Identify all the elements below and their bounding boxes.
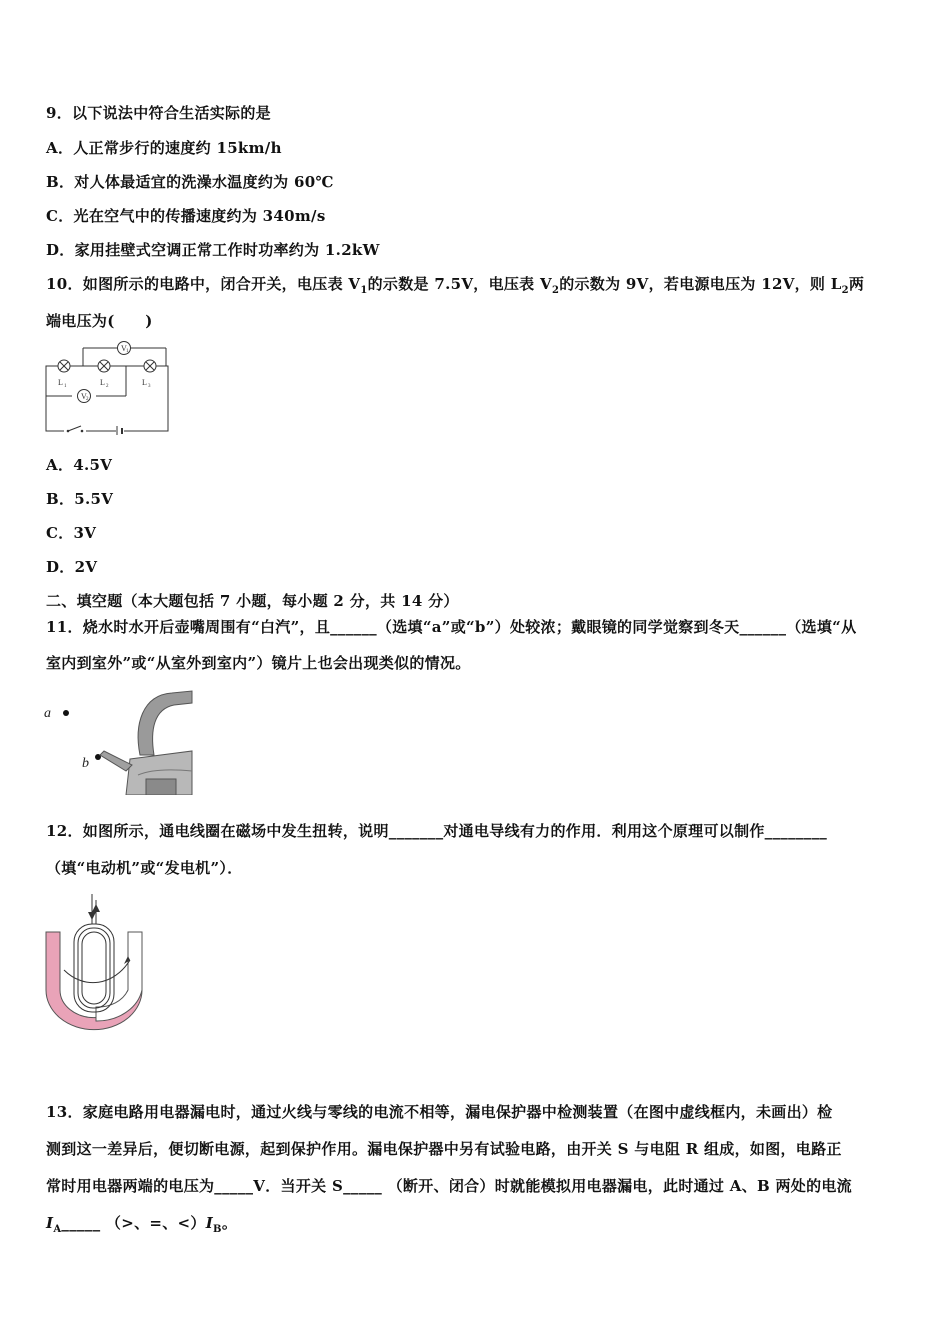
q13-ia-sub: A xyxy=(53,1224,62,1235)
q10-text-part3: 的示数为 9V，若电源电压为 12V，则 L xyxy=(559,275,842,293)
q13-ib-sub: B xyxy=(213,1224,222,1235)
q10-sub3: 2 xyxy=(841,285,849,296)
point-a-label: a xyxy=(44,706,51,721)
point-b-label: b xyxy=(82,756,89,771)
q12-line2: （填“电动机”或“发电机”）． xyxy=(46,859,243,877)
l3-sub: 3 xyxy=(148,384,151,389)
point-a-dot xyxy=(63,710,69,716)
q9-option-b: B．对人体最适宜的洗澡水温度约为 60℃ xyxy=(46,173,334,191)
q13-end: 。 xyxy=(221,1214,238,1232)
q12-magnet-coil-figure xyxy=(44,890,154,1035)
v1-sub: 1 xyxy=(126,349,129,354)
lamp-l1-icon xyxy=(58,360,70,372)
l2-sub: 2 xyxy=(106,384,109,389)
kettle-icon xyxy=(100,691,192,795)
q9-option-c: C．光在空气中的传播速度约为 340m/s xyxy=(46,207,326,225)
q13-line1: 13．家庭电路用电器漏电时，通过火线与零线的电流不相等，漏电保护器中检测装置（在图中虚线框内，未画出）检 xyxy=(46,1103,833,1121)
u-magnet-icon xyxy=(46,932,142,1030)
q10-circuit-diagram xyxy=(42,340,172,435)
q12-line1: 12．如图所示，通电线圈在磁场中发生扭转，说明_______对通电导线有力的作用．利用这个原理可以制作________ xyxy=(46,822,828,840)
q13-line2: 测到这一差异后，便切断电源，起到保护作用。漏电保护器中另有试验电路，由开关 S 与电阻 R 组成，如图，电路正 xyxy=(46,1140,842,1158)
l1-label: L xyxy=(58,378,63,387)
q11-kettle-figure xyxy=(42,685,194,795)
q10-stem-line2: 端电压为( ) xyxy=(46,312,153,330)
l2-label: L xyxy=(100,378,105,387)
v2-sub: 2 xyxy=(86,397,89,402)
q11-line1: 11．烧水时水开后壶嘴周围有“白汽”，且______（选填“a”或“b”）处较浓；戴眼镜的同学觉察到冬天______（选填“从 xyxy=(46,618,857,636)
q10-text-part1: 10．如图所示的电路中，闭合开关，电压表 V xyxy=(46,275,361,293)
q10-option-d: D．2V xyxy=(46,558,98,576)
q10-option-c: C．3V xyxy=(46,524,97,542)
q10-sub1: 1 xyxy=(360,285,368,296)
current-arrow-icon xyxy=(88,904,130,964)
lamp-l3-icon xyxy=(144,360,156,372)
q10-sub2: 2 xyxy=(551,285,560,296)
section2-heading: 二、填空题（本大题包括 7 小题，每小题 2 分，共 14 分） xyxy=(46,592,459,610)
voltmeter-v1-icon xyxy=(118,342,131,355)
q9-stem: 9．以下说法中符合生活实际的是 xyxy=(46,104,271,122)
v2-label: V xyxy=(81,392,87,401)
q13-line3: 常时用电器两端的电压为_____V．当开关 S_____ （断开、闭合）时就能模拟用电器漏电，此时通过 A、B 两处的电流 xyxy=(46,1177,852,1195)
v1-label: V xyxy=(121,344,127,353)
q10-option-a: A．4.5V xyxy=(46,456,113,474)
l1-sub: 1 xyxy=(64,384,67,389)
battery-icon xyxy=(116,426,124,435)
q10-option-b: B．5.5V xyxy=(46,490,114,508)
switch-icon xyxy=(64,426,86,434)
q13-ib: I xyxy=(205,1214,214,1232)
q9-option-d: D．家用挂壁式空调正常工作时功率约为 1.2kW xyxy=(46,241,380,259)
q10-text-part4: 两 xyxy=(848,275,865,293)
l3-label: L xyxy=(142,378,147,387)
q10-stem-line1 xyxy=(46,273,864,296)
voltmeter-v2-icon xyxy=(78,390,91,403)
q13-ia: I xyxy=(46,1214,54,1232)
q10-text-part2: 的示数是 7.5V，电压表 V xyxy=(367,275,552,293)
lamp-l2-icon xyxy=(98,360,110,372)
q9-option-a: A．人正常步行的速度约 15km/h xyxy=(46,139,282,157)
q13-line4 xyxy=(46,1212,237,1235)
q13-compare: _____ （>、=、<） xyxy=(61,1214,206,1232)
q11-line2: 室内到室外”或“从室外到室内”）镜片上也会出现类似的情况。 xyxy=(46,654,471,672)
